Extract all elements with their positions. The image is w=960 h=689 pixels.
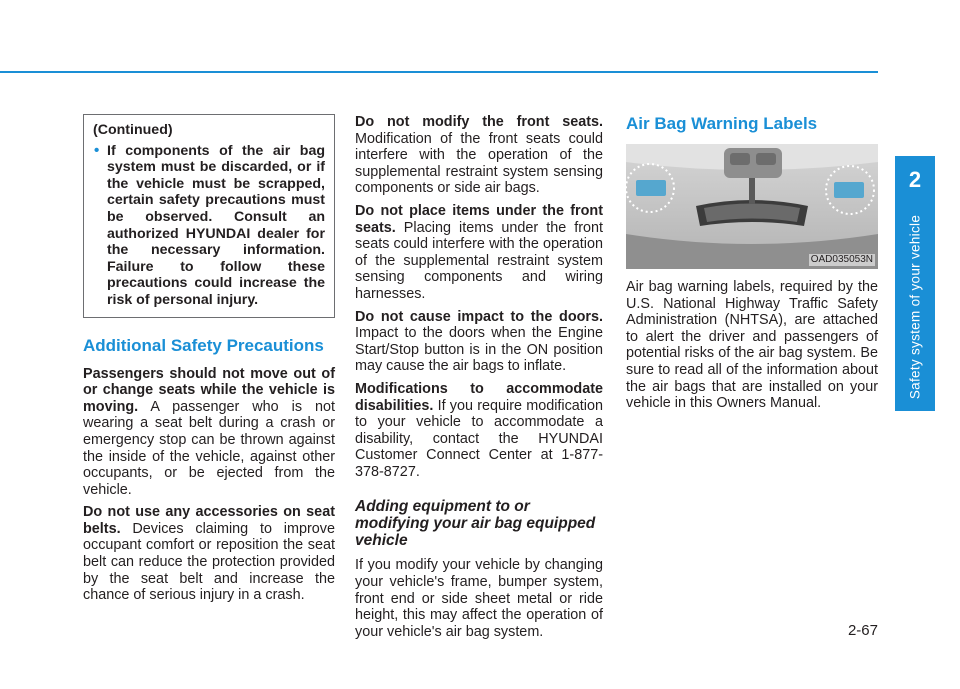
paragraph-door-impact [355, 309, 603, 375]
page-number: 2-67 [847, 622, 878, 639]
paragraph-body: Placing items under the front seats could interfere with the operation of the supplemental restraint system sensing components and wiring harnesses. [355, 219, 603, 302]
warning-label-left [636, 180, 666, 196]
warning-list [93, 143, 325, 309]
chapter-tab [895, 156, 935, 203]
chapter-number: 2 [908, 167, 922, 192]
top-rule [0, 71, 878, 73]
right-column [626, 114, 878, 418]
paragraph-warning-labels: Air bag warning labels, required by the U.S. National Highway Traffic Safety Administration (NHTSA), are attached to alert the driver and passengers of potential risks of the air bag system. Be sure to read all of the information about the air bags that are installed on your vehicle in this Owners Manual. [626, 279, 878, 412]
warning-bullet-text: If components of the air bag system must be discarded, or if the vehicle must be scrapped, certain safety precautions must be observed. Consult an authorized HYUNDAI dealer for the necessary information. Failure to follow these precautions could increase the risk of personal injury. [107, 142, 325, 308]
paragraph-body: Devices claiming to improve occupant comfort or reposition the seat belt can reduce the protection provided by the seat belt and increase the chance of serious injury in a crash. [83, 520, 335, 604]
warning-labels-photo [626, 144, 878, 269]
chapter-title-strip [895, 203, 935, 411]
warning-label-right [834, 182, 864, 198]
paragraph-bold-lead: Passengers should not move out of or change seats while the vehicle is moving. [83, 365, 335, 415]
section-heading-warning-labels: Air Bag Warning Labels [626, 114, 818, 133]
paragraph-move-seats [83, 366, 335, 499]
paragraph-bold-lead: Do not place items under the front seats. [355, 202, 603, 236]
warning-continued-label: (Continued) [93, 122, 173, 138]
image-code: OAD035053N [810, 254, 873, 265]
paragraph-bold-lead: Do not use any accessories on seat belts. [83, 504, 335, 537]
chapter-title: Safety system of your vehicle [907, 214, 923, 400]
car-interior-illustration [626, 144, 878, 269]
paragraph-bold-lead: Modifications to accommodate disabilities. [355, 380, 603, 414]
paragraph-bold-lead: Do not cause impact to the doors. [355, 308, 603, 325]
paragraph-disabilities [355, 381, 603, 481]
warning-box [83, 114, 335, 318]
paragraph-items-under-seats [355, 203, 603, 303]
paragraph-body: If you require modification to your vehicle to accommodate a disability, contact the HYUNDAI Customer Connect Center at 1-877-378-8727. [355, 397, 603, 480]
left-column [83, 114, 335, 610]
paragraph-front-seats [355, 114, 603, 197]
middle-column [355, 114, 603, 646]
paragraph-seat-belt-accessories [83, 504, 335, 604]
subheading-adding-equipment: Adding equipment to or modifying your air bag equipped vehicle [355, 498, 596, 550]
paragraph-modify-vehicle: If you modify your vehicle by changing your vehicle's frame, bumper system, front end or side sheet metal or ride height, this may affect the operation of your vehicle's air bag system. [355, 557, 603, 640]
paragraph-body: Modification of the front seats could interfere with the operation of the supplemental restraint system sensing components or side air bags. [355, 130, 603, 197]
paragraph-body: A passenger who is not wearing a seat belt during a crash or emergency stop can be thrown against the inside of the vehicle, against other occupants, or be ejected from the vehicle. [83, 398, 335, 498]
section-heading-additional-precautions: Additional Safety Precautions [83, 335, 324, 355]
bullet-icon: • [94, 141, 100, 159]
paragraph-bold-lead: Do not modify the front seats. [355, 114, 603, 130]
warning-bullet-item [94, 141, 325, 309]
paragraph-body: Impact to the doors when the Engine Start/Stop button is in the ON position may cause the air bags to inflate. [355, 325, 603, 375]
